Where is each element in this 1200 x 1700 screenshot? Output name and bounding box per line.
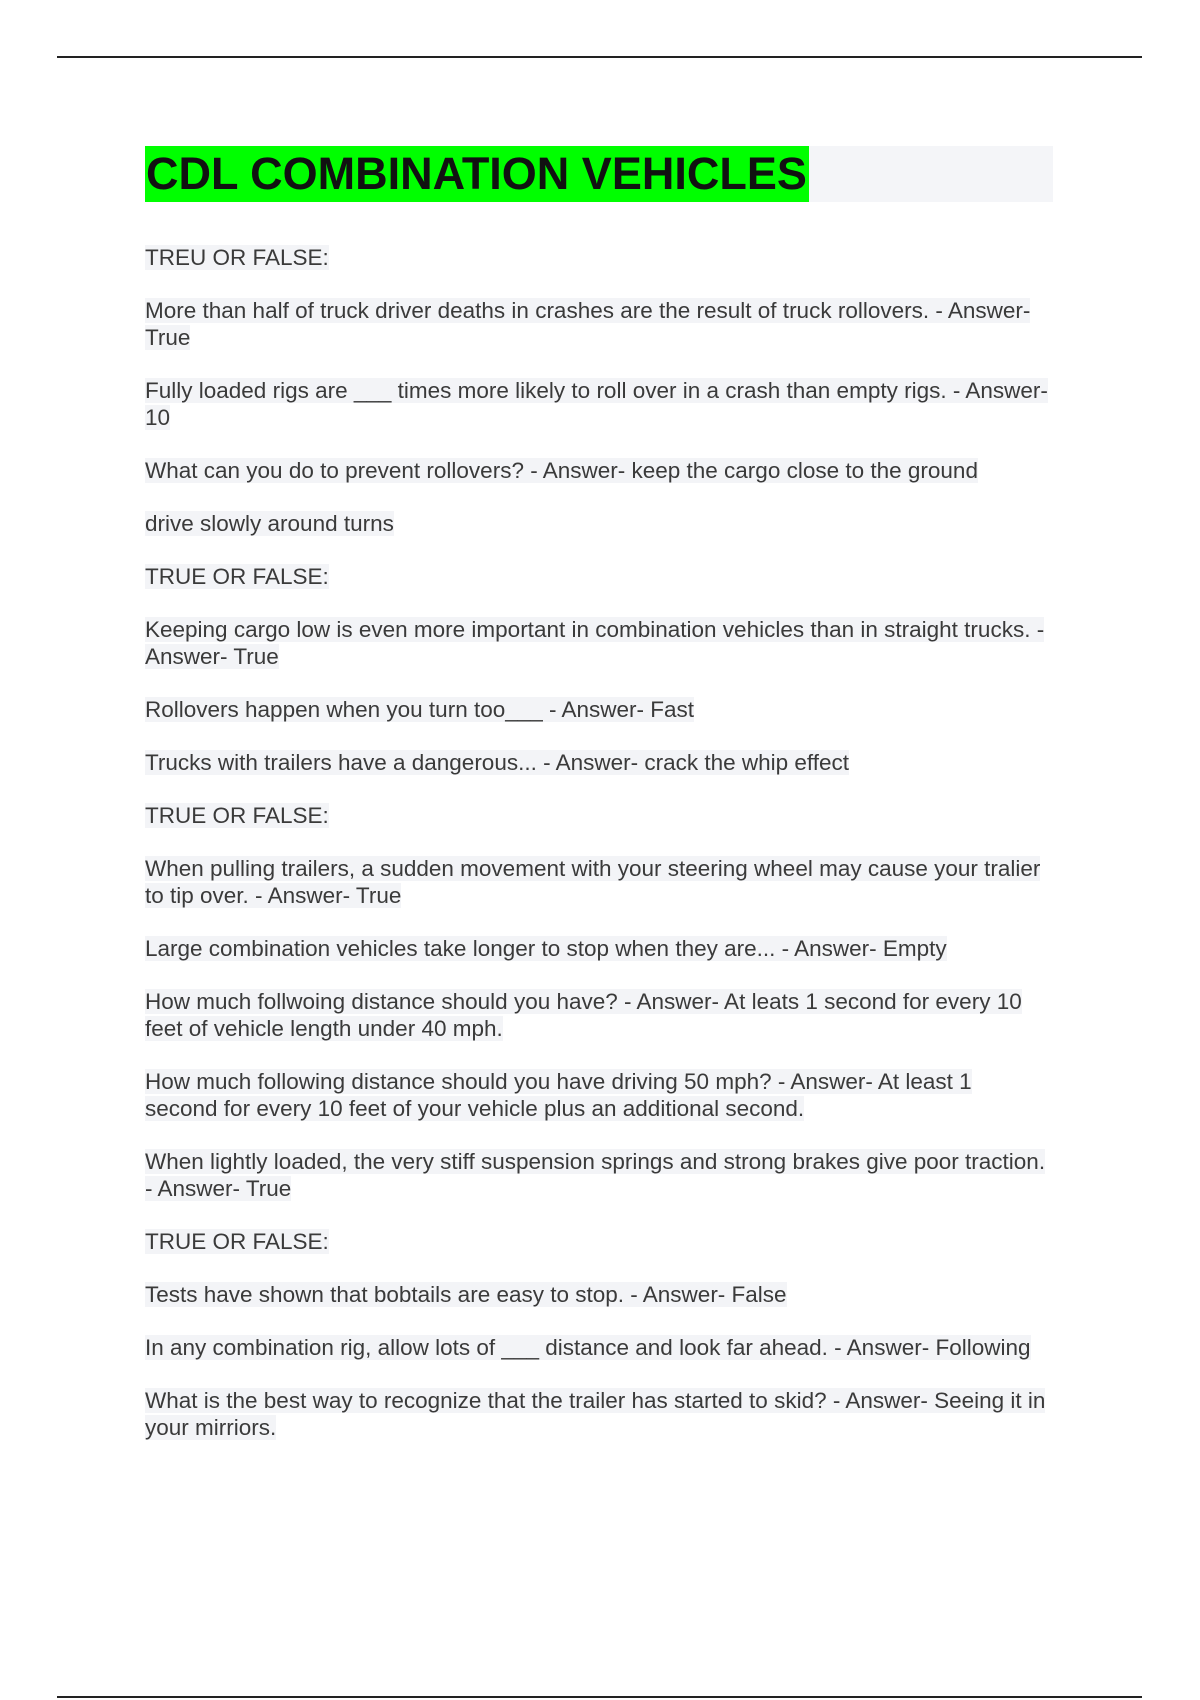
document-body (145, 244, 1050, 1467)
paragraph: When lightly loaded, the very stiff suspension springs and strong brakes give poor traction. - Answer- True (145, 1149, 1046, 1201)
paragraph: Trucks with trailers have a dangerous... - Answer- crack the whip effect (145, 750, 850, 775)
paragraph: How much following distance should you have driving 50 mph? - Answer- At least 1 second for every 10 feet of your vehicle plus an additional second. (145, 1069, 972, 1121)
paragraph: In any combination rig, allow lots of ___ distance and look far ahead. - Answer- Following (145, 1335, 1031, 1360)
paragraph: What can you do to prevent rollovers? - Answer- keep the cargo close to the ground (145, 458, 978, 483)
paragraph: TRUE OR FALSE: (145, 803, 329, 828)
paragraph: Rollovers happen when you turn too___ - Answer- Fast (145, 697, 695, 722)
paragraph: More than half of truck driver deaths in crashes are the result of truck rollovers. - Answer- True (145, 298, 1031, 350)
paragraph: TREU OR FALSE: (145, 245, 329, 270)
paragraph: Tests have shown that bobtails are easy to stop. - Answer- False (145, 1282, 787, 1307)
paragraph: TRUE OR FALSE: (145, 1229, 329, 1254)
paragraph: TRUE OR FALSE: (145, 564, 329, 589)
paragraph: When pulling trailers, a sudden movement with your steering wheel may cause your tralier to tip over. - Answer- True (145, 856, 1041, 908)
paragraph: Large combination vehicles take longer to stop when they are... - Answer- Empty (145, 936, 947, 961)
bottom-rule (57, 1696, 1142, 1698)
paragraph: Fully loaded rigs are ___ times more likely to roll over in a crash than empty rigs. - Answer- 10 (145, 378, 1048, 430)
paragraph: How much follwoing distance should you have? - Answer- At leats 1 second for every 10 feet of vehicle length under 40 mph. (145, 989, 1022, 1041)
paragraph: drive slowly around turns (145, 511, 394, 536)
paragraph: What is the best way to recognize that the trailer has started to skid? - Answer- Seeing it in your mirriors. (145, 1388, 1046, 1440)
document-title: CDL COMBINATION VEHICLES (145, 146, 809, 202)
top-rule (57, 56, 1142, 58)
paragraph: Keeping cargo low is even more important in combination vehicles than in straight trucks. - Answer- True (145, 617, 1045, 669)
